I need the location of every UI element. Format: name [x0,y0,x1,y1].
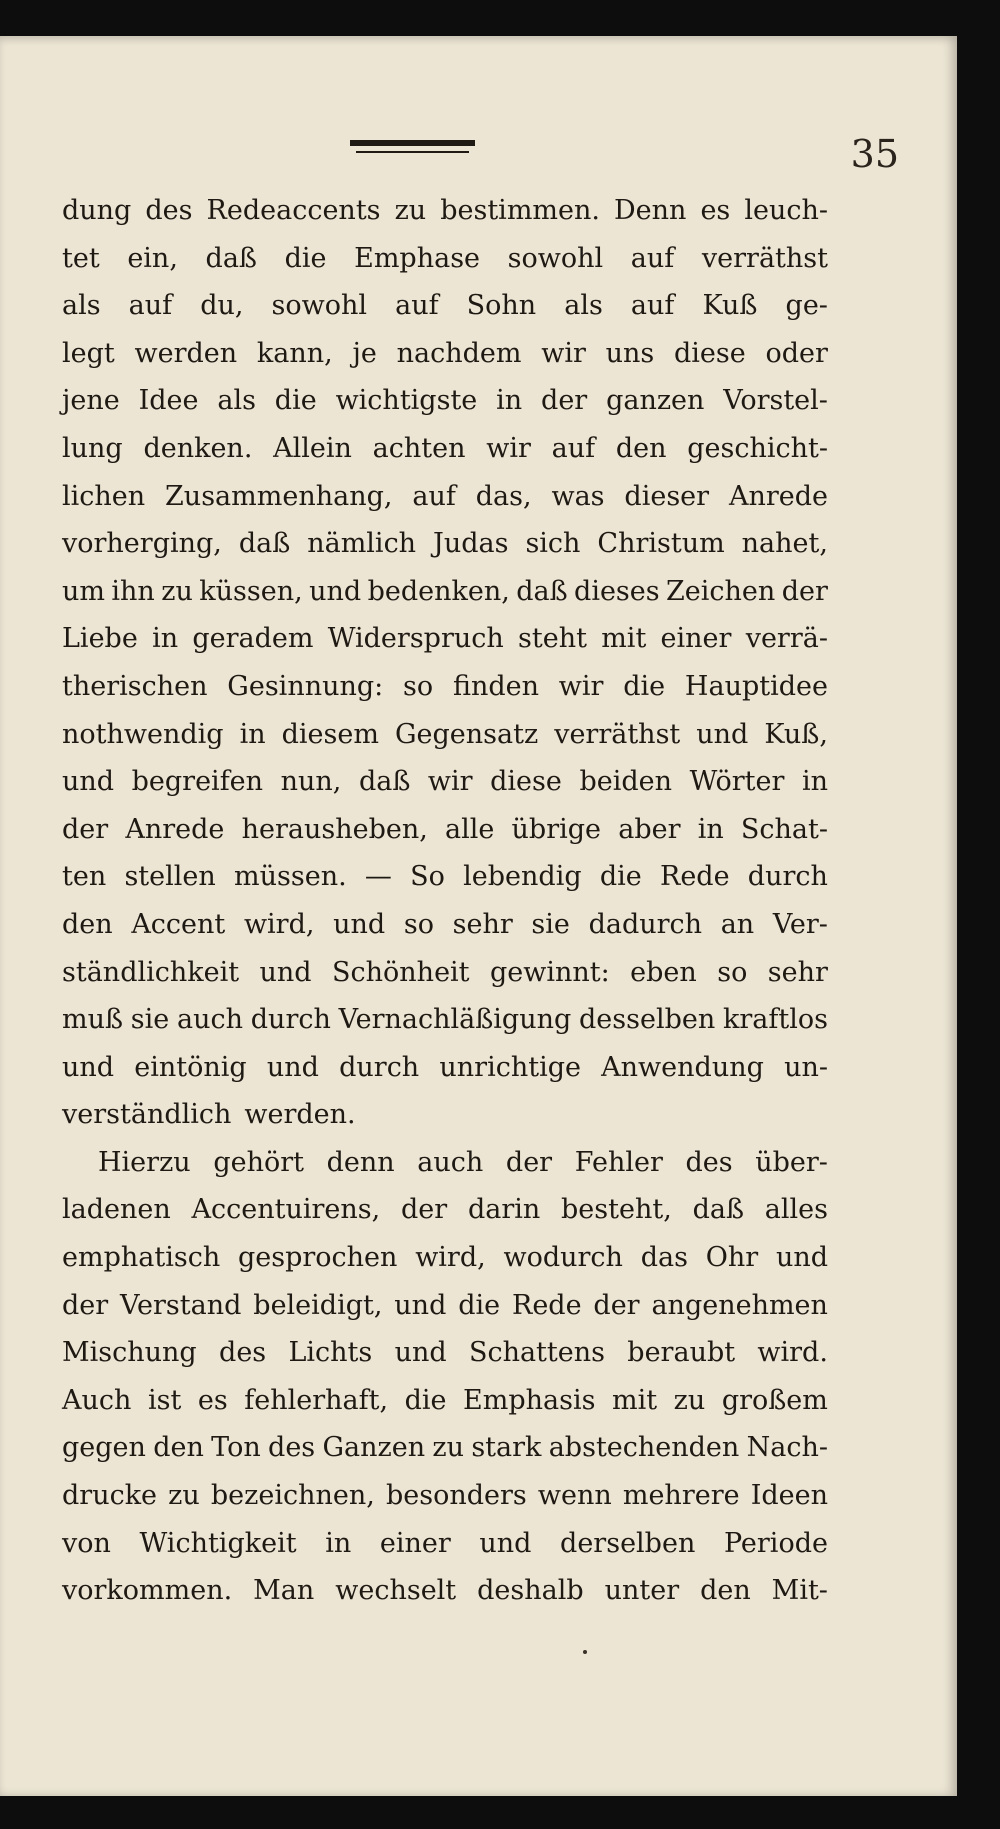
word: Liebe [62,623,138,655]
header-ornament-rule [350,140,475,146]
word: an [720,908,755,940]
word: wodurch [503,1242,623,1274]
word: gewinnt: [489,956,610,988]
word: verrä- [745,623,828,655]
text-line [62,758,828,806]
word: uns [605,337,655,369]
word: diese [674,337,746,369]
word: Wichtigkeit [139,1527,297,1559]
word: auch [417,1146,484,1178]
word: die [599,861,642,893]
word: bestimmen. [440,195,600,226]
word: in [239,718,266,750]
word: übrige [511,813,602,845]
word: legt [62,337,115,369]
word: daß [205,242,257,274]
word: tet [62,242,100,274]
text-line [62,473,828,521]
word: es [700,195,731,226]
word: besteht, [561,1194,672,1226]
word: in [496,385,523,417]
word: sehr [452,908,513,940]
text-line [62,187,828,235]
word: desselben [579,1004,716,1036]
text-line [62,568,828,616]
word: du, [200,290,244,322]
page-number: 35 [850,132,899,176]
word: und [266,1051,319,1083]
word: auf [551,432,596,464]
word: Emphasis [463,1384,596,1416]
word: je [352,337,377,369]
word: jene [62,385,120,417]
word: Periode [723,1527,828,1559]
word: Emphase [354,242,481,274]
text-line [62,1044,828,1092]
word: sowohl [271,290,368,322]
word: Hierzu [98,1146,191,1178]
word: so [403,670,434,702]
word: der [781,575,828,607]
word: des [145,195,193,226]
text-line [62,615,828,663]
word: mit [601,623,647,655]
text-line [62,330,828,378]
word: dung [62,195,132,226]
word: muß [62,1004,124,1036]
word: beleidigt, [253,1289,383,1321]
word: Schat- [740,813,828,845]
text-line [62,1234,828,1282]
word: zu [432,1432,465,1464]
word: Rede [659,861,730,893]
text-line [62,901,828,949]
word: Wörter [689,766,785,798]
word: werden. [244,1099,356,1131]
word: eben [630,956,697,988]
word: den [615,432,667,464]
word: durch [339,1051,420,1083]
word: wichtigste [335,385,478,417]
word: Zeichen [666,575,776,607]
word: lebendig [463,861,582,893]
word: die [274,385,317,417]
text-line [62,1329,828,1377]
word: was [551,480,605,512]
word: bezeichnen, [210,1480,375,1512]
word: stark [471,1432,542,1464]
word: auf [128,290,173,322]
word: finden [452,670,540,702]
word: deshalb [477,1575,584,1607]
word: wird. [757,1337,828,1369]
word: lichen [62,480,146,512]
text-line [62,806,828,854]
word: ge- [785,290,828,322]
word: als [564,290,603,322]
word: sich [525,528,581,560]
word: Verstand [120,1289,242,1321]
word: müssen. [234,861,347,893]
word: der [62,813,109,845]
word: unter [604,1575,680,1607]
word: emphatisch [62,1242,221,1274]
word: wird, [415,1242,486,1274]
word: auf [630,290,675,322]
word: Denn [614,195,687,226]
word: und [394,1289,447,1321]
word: ein, [127,242,178,274]
word: ten [62,861,107,893]
book-page [0,36,957,1796]
word: das [640,1242,688,1274]
word: in [801,766,828,798]
word: den [153,1432,204,1464]
word: Anrede [728,480,828,512]
word: sehr [767,956,828,988]
word: um [62,575,105,607]
word: dadurch [588,908,703,940]
word: gesprochen [237,1242,398,1274]
word: gehört [213,1146,304,1178]
word: zu [168,1480,200,1512]
word: und [775,1242,828,1274]
word: und [62,766,115,798]
word: Accent [131,908,226,940]
word: Widerspruch [327,623,504,655]
word: ladenen [62,1194,171,1226]
word: daß [238,528,291,560]
word: Schattens [468,1337,605,1369]
word: Ton [211,1432,261,1464]
word: die [458,1289,501,1321]
word: nahet, [741,528,828,560]
word: Christum [597,528,725,560]
word: verräthst [701,242,828,274]
word: in [697,813,724,845]
word: besonders [385,1480,527,1512]
word: un- [784,1051,828,1083]
word: herausheben, [241,813,428,845]
word: als [217,385,256,417]
text-line [62,711,828,759]
word: und [62,1051,115,1083]
text-line [62,1186,828,1234]
text-line [62,1091,828,1139]
word: und [259,956,312,988]
word: dieses [574,575,660,607]
word: der [62,1289,109,1321]
word: bedenken, [367,575,510,607]
word: achten [372,432,466,464]
word: Anwendung [601,1051,764,1083]
word: Nach- [746,1432,828,1464]
word: das, [475,480,532,512]
word: nothwendig [62,718,224,750]
word: sowohl [507,242,604,274]
word: ganzen [606,385,705,417]
word: begreifen [131,766,264,798]
text-line [62,282,828,330]
text-line [62,1472,828,1520]
word: gegen [62,1432,146,1464]
text-line [62,663,828,711]
word: und [479,1527,532,1559]
word: diesem [281,718,379,750]
word: darin [467,1194,541,1226]
word: als [62,290,101,322]
word: Anrede [125,813,225,845]
word: der [505,1146,553,1178]
word: auf [395,290,439,322]
word: vorkommen. [62,1575,233,1607]
word: des [268,1432,316,1464]
word: alle [445,813,495,845]
word: Fehler [574,1146,663,1178]
word: Schönheit [332,956,470,988]
word: auf [412,480,456,512]
word: Auch [62,1384,132,1416]
word: kraftlos [723,1004,828,1036]
word: wird, [243,908,315,940]
word: eintönig [134,1051,247,1083]
word: dieser [624,480,710,512]
word: vorherging, [62,528,222,560]
word: und [309,575,362,607]
word: beraubt [627,1337,736,1369]
word: lung [62,432,123,464]
text-line [62,1282,828,1330]
text-line [62,1377,828,1425]
word: in [152,623,179,655]
word: durch [747,861,828,893]
word: Kuß, [764,718,828,750]
word: auch [177,1004,244,1036]
text-line [62,235,828,283]
word: Mischung [62,1337,197,1369]
word: zu [394,195,427,226]
word: steht [518,623,587,655]
word: derselben [560,1527,696,1559]
word: wir [427,766,473,798]
paper-speck [583,1650,587,1654]
word: in [325,1527,352,1559]
word: und [333,908,386,940]
text-line [62,949,828,997]
word: die [404,1384,447,1416]
text-line [62,996,828,1044]
word: angenehmen [651,1289,828,1321]
word: Accentuirens, [191,1194,381,1226]
word: wir [486,432,531,464]
word: Kuß [702,290,758,322]
word: Gesinnung: [227,670,384,702]
word: Hauptidee [684,670,828,702]
word: küssen, [199,575,303,607]
word: denken. [143,432,253,464]
word: Redeaccents [206,195,381,226]
word: alles [764,1194,828,1226]
word: Ganzen [322,1432,426,1464]
word: verständlich [62,1099,232,1131]
word: unrichtige [439,1051,581,1083]
text-line [62,1567,828,1615]
word: ständlichkeit [62,956,240,988]
word: einer [379,1527,451,1559]
word: großem [721,1384,828,1416]
word: Man [253,1575,315,1607]
word: den [62,908,113,940]
word: den [700,1575,751,1607]
word: verräthst [554,718,681,750]
word: oder [765,337,828,369]
word: wenn [537,1480,612,1512]
word: werden [134,337,238,369]
word: Zusammenhang, [165,480,393,512]
word: beiden [579,766,672,798]
word: fehlerhaft, [244,1384,389,1416]
word: — [364,861,392,893]
text-line [62,377,828,425]
word: Mit- [771,1575,828,1607]
word: stellen [124,861,216,893]
word: Gegensatz [394,718,539,750]
word: daß [358,766,411,798]
word: auf [630,242,675,274]
word: So [410,861,445,893]
word: drucke [62,1480,158,1512]
word: zu [673,1384,706,1416]
word: Ver- [772,908,828,940]
word: von [62,1527,111,1559]
word: einer [660,623,732,655]
word: es [197,1384,228,1416]
word: wir [541,337,586,369]
word: über- [755,1146,828,1178]
word: Allein [273,432,352,464]
word: Vernachläßigung [338,1004,572,1036]
text-line [62,1139,828,1187]
word: der [401,1194,448,1226]
word: Vorstel- [723,385,828,417]
word: der [593,1289,640,1321]
word: Judas [433,528,509,560]
word: wir [558,670,604,702]
word: Rede [511,1289,582,1321]
word: durch [250,1004,331,1036]
word: des [685,1146,733,1178]
word: geschicht- [687,432,828,464]
text-line [62,1520,828,1568]
text-line [62,520,828,568]
text-line [62,425,828,473]
word: so [403,908,434,940]
word: abstechenden [548,1432,740,1464]
word: therischen [62,670,208,702]
word: sie [531,908,570,940]
word: und [394,1337,447,1369]
word: denn [326,1146,395,1178]
word: leuch- [744,195,828,226]
word: die [623,670,666,702]
text-line [62,853,828,901]
word: Idee [138,385,199,417]
word: mit [612,1384,658,1416]
word: Lichts [288,1337,373,1369]
word: sie [130,1004,170,1036]
word: nämlich [307,528,417,560]
word: der [541,385,588,417]
body-text [62,187,828,1615]
word: daß [692,1194,744,1226]
word: Sohn [466,290,537,322]
word: diese [490,766,562,798]
word: geradem [192,623,314,655]
word: des [219,1337,267,1369]
text-line [62,1424,828,1472]
word: so [717,956,748,988]
word: nachdem [396,337,522,369]
word: wechselt [335,1575,457,1607]
word: und [696,718,749,750]
word: nun, [280,766,342,798]
word: mehrere [622,1480,740,1512]
word: ist [147,1384,182,1416]
word: daß [516,575,568,607]
word: kann, [256,337,333,369]
word: Ideen [750,1480,828,1512]
word: Ohr [705,1242,759,1274]
word: zu [161,575,193,607]
word: die [284,242,327,274]
word: ihn [111,575,155,607]
word: aber [618,813,681,845]
